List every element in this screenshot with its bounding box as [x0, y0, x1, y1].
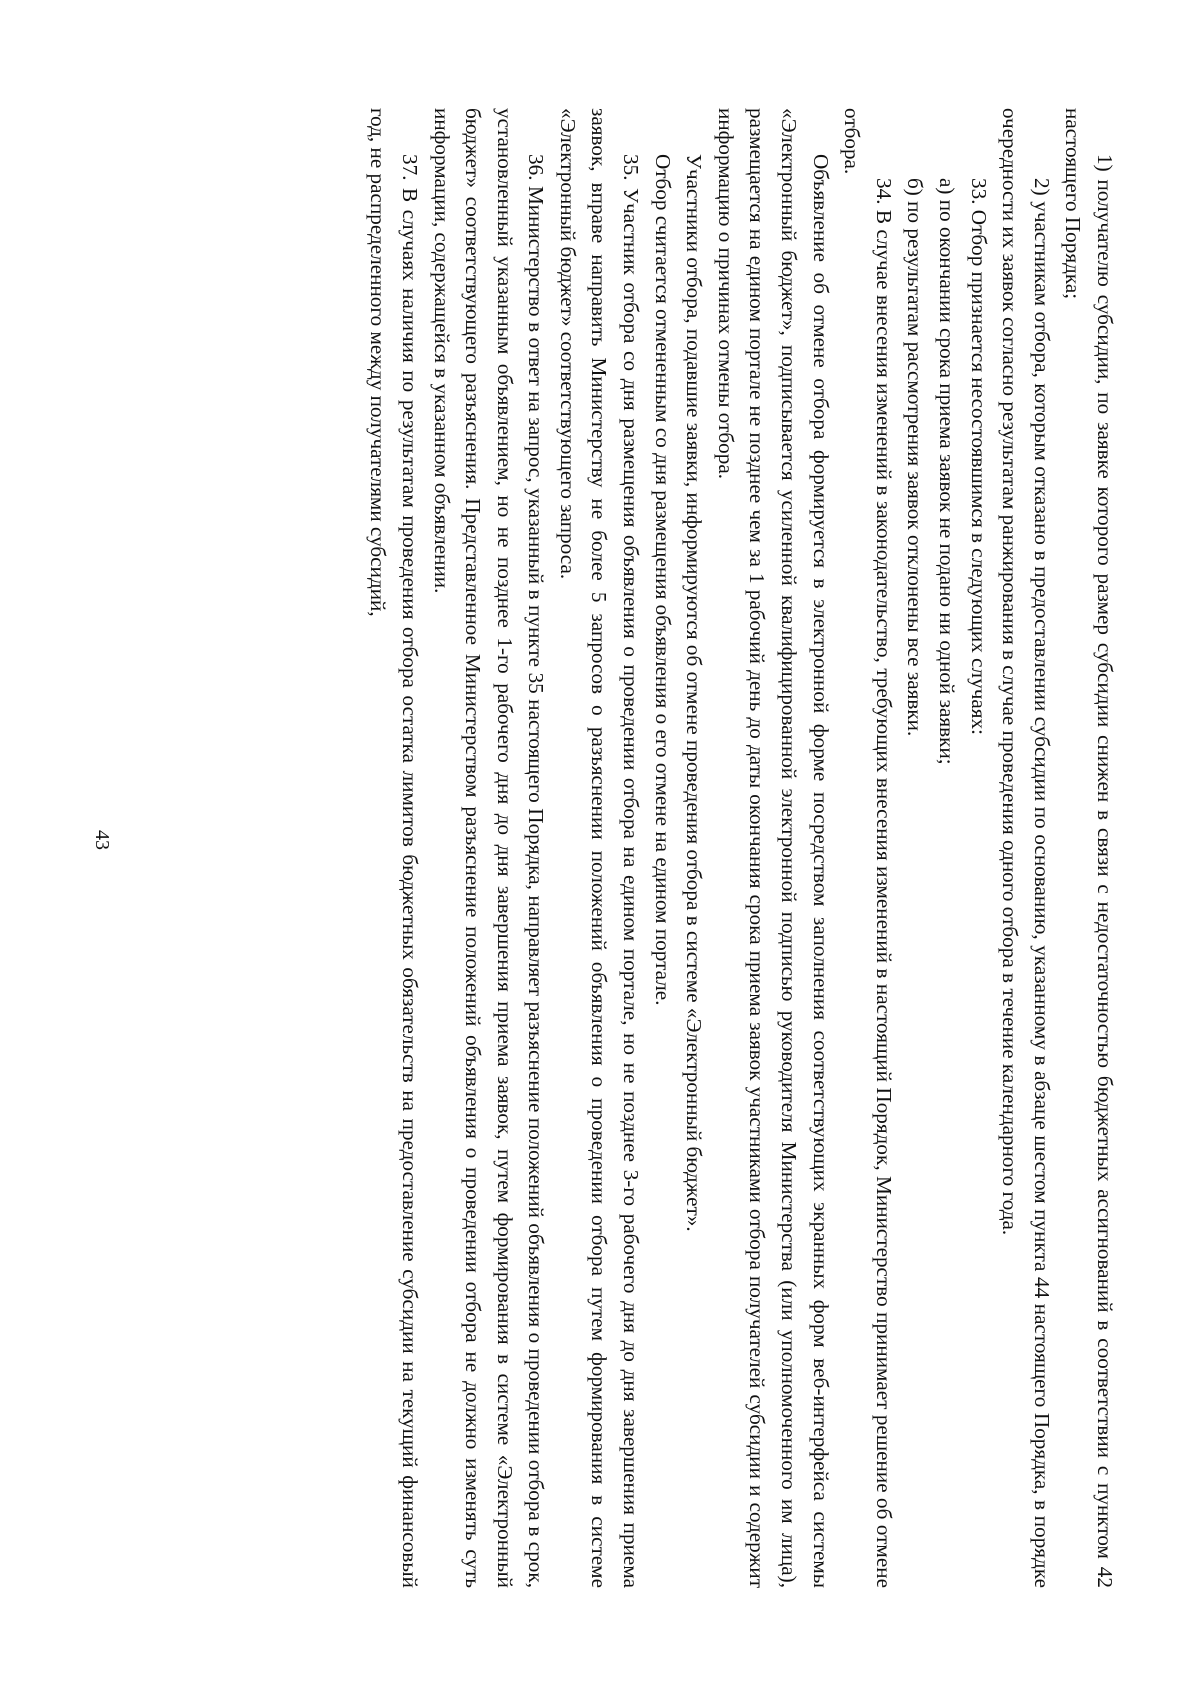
paragraph-35: 35. Участник отбора со дня размещения объявления о проведении отбора на едином портале, но не позднее 3-го рабочего дня до дня завершения приема заявок, вправе направить Министерству не более 5 запросов о разъяснении положений объявления о проведении отбора путем формирования в системе «Электронный бюджет» соответствующего запроса.	[555, 108, 644, 1588]
paragraph-33a: а) по окончании срока приема заявок не подано ни одной заявки;	[935, 178, 960, 765]
paragraph-1: 1) получателю субсидии, по заявке которого размер субсидии снижен в связи с недостаточностью бюджетных ассигнований в соответствии с пунктом 42 настоящего Порядка;	[1061, 108, 1117, 1588]
paragraph-34-announcement: Объявление об отмене отбора формируется в электронной форме посредством заполнения соответствующих экранных форм веб-интерфейса системы «Электронный бюджет», подписывается усиленной квалифицированной электронной подписью руководителя Министерства (или уполномоченного им лица), размещается на едином портале не позднее чем за 1 рабочий день до даты окончания срока приема заявок участниками отбора получателей субсидии и содержит информацию о причинах отмены отбора.	[713, 108, 833, 1588]
paragraph-34-cancelled: Отбор считается отмененным со дня размещения объявления о его отмене на едином портале.	[650, 154, 675, 1006]
paragraph-34: 34. В случае внесения изменений в законодательство, требующих внесения изменений в настоящий Порядок, Министерство принимает решение об отмене отбора.	[840, 108, 896, 1588]
paragraph-37: 37. В случаях наличия по результатам проведения отбора остатка лимитов бюджетных обязательств на предоставление субсидии на текущий финансовый год, не распределенного между получателями субсидий,	[366, 108, 422, 1588]
paragraph-36: 36. Министерство в ответ на запрос, указанный в пункте 35 настоящего Порядка, направляет разъяснение положений объявления о проведении отбора в срок, установленный указанным объявлением, но не позднее 1-го рабочего дня до дня завершения приема заявок, путем формирования в системе «Электронный бюджет» соответствующего разъяснения. Представленное Министерством разъяснение положений объявления о проведении отбора не должно изменять суть информации, содержащейся в указанном объявлении.	[429, 108, 549, 1588]
paragraph-33b: б) по результатам рассмотрения заявок отклонены все заявки.	[903, 178, 928, 737]
paragraph-2: 2) участникам отбора, которым отказано в предоставлении субсидии по основанию, указанному в абзаце шестом пункта 44 настоящего Порядка, в порядке очередности их заявок согласно результатам ранжирования в случае проведения одного отбора в течение календарного года.	[998, 108, 1054, 1588]
document-body	[100, 108, 1120, 1588]
page-number: 43	[91, 830, 113, 850]
paragraph-34-participants: Участники отбора, подавшие заявки, информируются об отмене проведения отбора в системе «Электронный бюджет».	[682, 154, 707, 1232]
paragraph-33: 33. Отбор признается несостоявшимся в следующих случаях:	[966, 178, 991, 735]
